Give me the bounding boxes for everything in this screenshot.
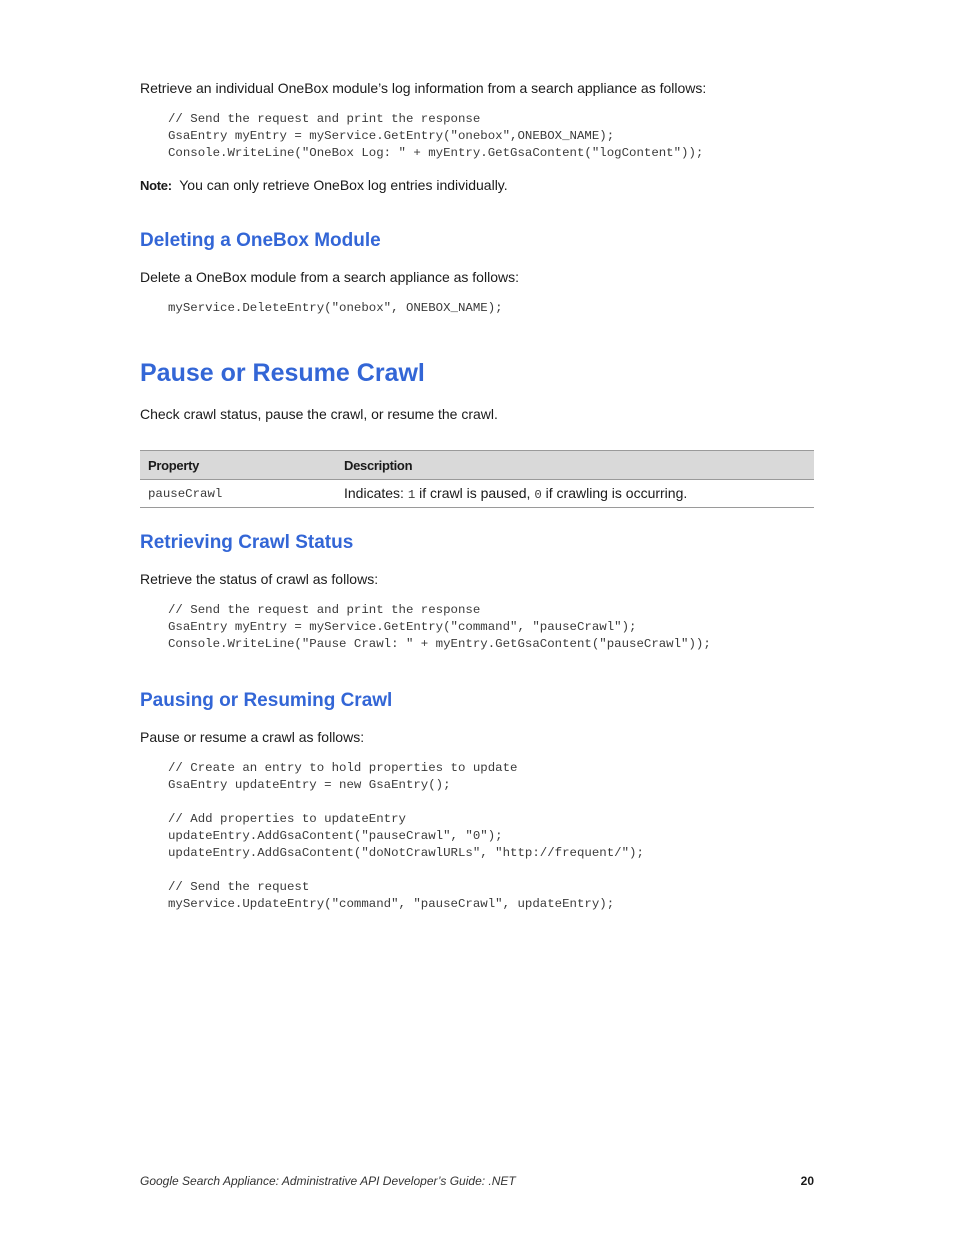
note-label: Note: [140, 178, 172, 193]
description-text-end: if crawling is occurring. [541, 485, 688, 501]
table-row [140, 480, 814, 508]
property-table [140, 450, 814, 508]
header-property: Property [140, 451, 336, 480]
code-block-pause-resume-crawl: // Create an entry to hold properties to update GsaEntry updateEntry = new GsaEntry(); // Add properties to updateEntry updateEntry.AddGsaContent("pauseCrawl", "0"); updateEntry.AddGsaContent("doNotCrawlURLs", "http://frequent/"); // Send the request myService.UpdateEntry("command", "pauseCrawl", updateEntry); [168, 761, 644, 911]
description-text: Indicates: [344, 485, 408, 501]
description-cell [336, 480, 814, 508]
note-text: You can only retrieve OneBox log entries individually. [179, 177, 508, 193]
code-block-delete-onebox: myService.DeleteEntry("onebox", ONEBOX_NAME); [168, 301, 503, 315]
intro-paragraph: Retrieve an individual OneBox module’s log information from a search appliance as follows: [140, 80, 707, 96]
pausing-paragraph: Pause or resume a crawl as follows: [140, 729, 365, 745]
deleting-paragraph: Delete a OneBox module from a search appliance as follows: [140, 269, 519, 285]
heading-retrieving-crawl-status: Retrieving Crawl Status [140, 532, 354, 553]
note [140, 176, 508, 195]
footer-title: Google Search Appliance: Administrative API Developer’s Guide: .NET [140, 1174, 516, 1188]
description-value-1: 1 [407, 488, 416, 502]
pause-resume-paragraph: Check crawl status, pause the crawl, or resume the crawl. [140, 406, 498, 422]
description-value-0: 0 [534, 488, 542, 502]
retrieving-paragraph: Retrieve the status of crawl as follows: [140, 571, 379, 587]
page-number: 20 [800, 1174, 814, 1188]
heading-deleting-onebox: Deleting a OneBox Module [140, 230, 381, 251]
description-text-mid: if crawl is paused, [415, 485, 535, 501]
property-cell: pauseCrawl [140, 480, 336, 508]
code-block-retrieve-crawl-status: // Send the request and print the response GsaEntry myEntry = myService.GetEntry("command", "pauseCrawl"); Console.WriteLine("Pause Crawl: " + myEntry.GetGsaContent("pauseCrawl")); [168, 603, 711, 651]
heading-pause-resume-crawl: Pause or Resume Crawl [140, 359, 425, 387]
header-description: Description [336, 451, 814, 480]
heading-pausing-resuming-crawl: Pausing or Resuming Crawl [140, 690, 393, 711]
code-block-get-onebox-log: // Send the request and print the response GsaEntry myEntry = myService.GetEntry("onebox",ONEBOX_NAME); Console.WriteLine("OneBox Log: " + myEntry.GetGsaContent("logContent")); [168, 112, 704, 160]
table-header-row [140, 451, 814, 480]
